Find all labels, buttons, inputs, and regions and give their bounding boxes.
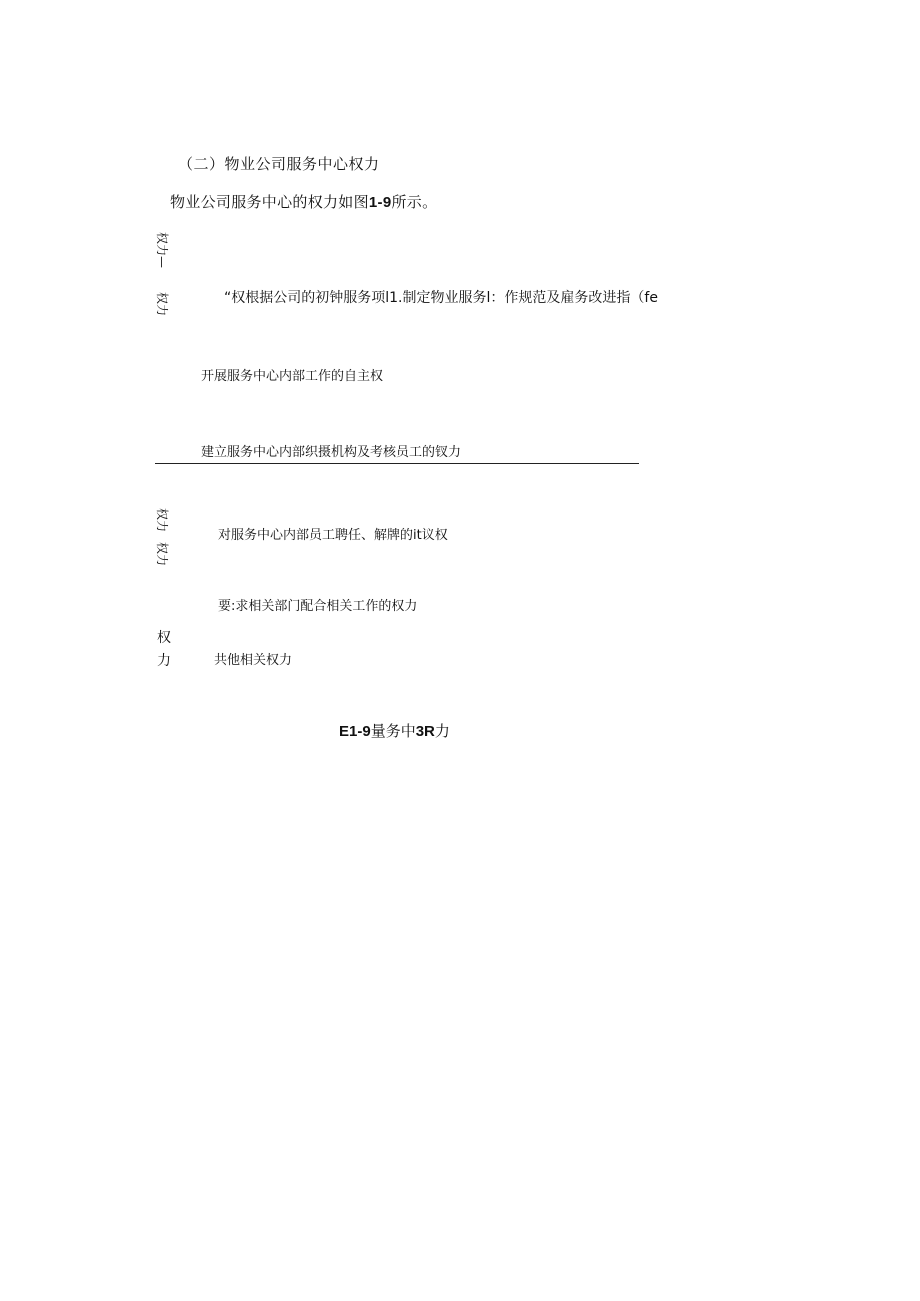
figure-caption — [339, 724, 450, 739]
power-item-6: 共他相关权力 — [214, 653, 293, 668]
intro-paragraph — [170, 195, 437, 210]
side-label-1: 权力— — [155, 232, 169, 269]
caption-code: 3R — [415, 723, 435, 740]
power-item-1: “权根据公司的初钟服务项l1.制定物业服务l：作规范及雇务改进指（fe — [224, 290, 658, 306]
figure-reference: 1-9 — [368, 194, 392, 211]
intro-text-after: 所示。 — [391, 193, 438, 211]
side-label-5: 权 — [157, 630, 171, 646]
side-label-2: 权力 — [155, 292, 169, 317]
side-label-3: 权力 — [155, 508, 169, 533]
power-item-3: 建立服务中心内部织摄机构及考核员工的钗力 — [201, 445, 462, 460]
power-item-5: 要:求相关部门配合相关工作的权力 — [218, 599, 418, 614]
caption-end: 力 — [434, 722, 450, 740]
divider-line — [155, 463, 639, 464]
caption-middle: 量务中 — [370, 722, 416, 740]
side-label-6: 力 — [157, 653, 171, 669]
section-heading: （二）物业公司服务中心权力 — [178, 155, 380, 173]
power-item-4: 对服务中心内部员工聘任、解牌的it议权 — [218, 528, 448, 543]
power-item-2: 开展服务中心内部工作的自主权 — [201, 369, 384, 384]
caption-figure-label: E1-9 — [339, 723, 371, 740]
intro-text-before: 物业公司服务中心的权力如图 — [170, 193, 369, 211]
side-label-4: 权力 — [155, 542, 169, 567]
